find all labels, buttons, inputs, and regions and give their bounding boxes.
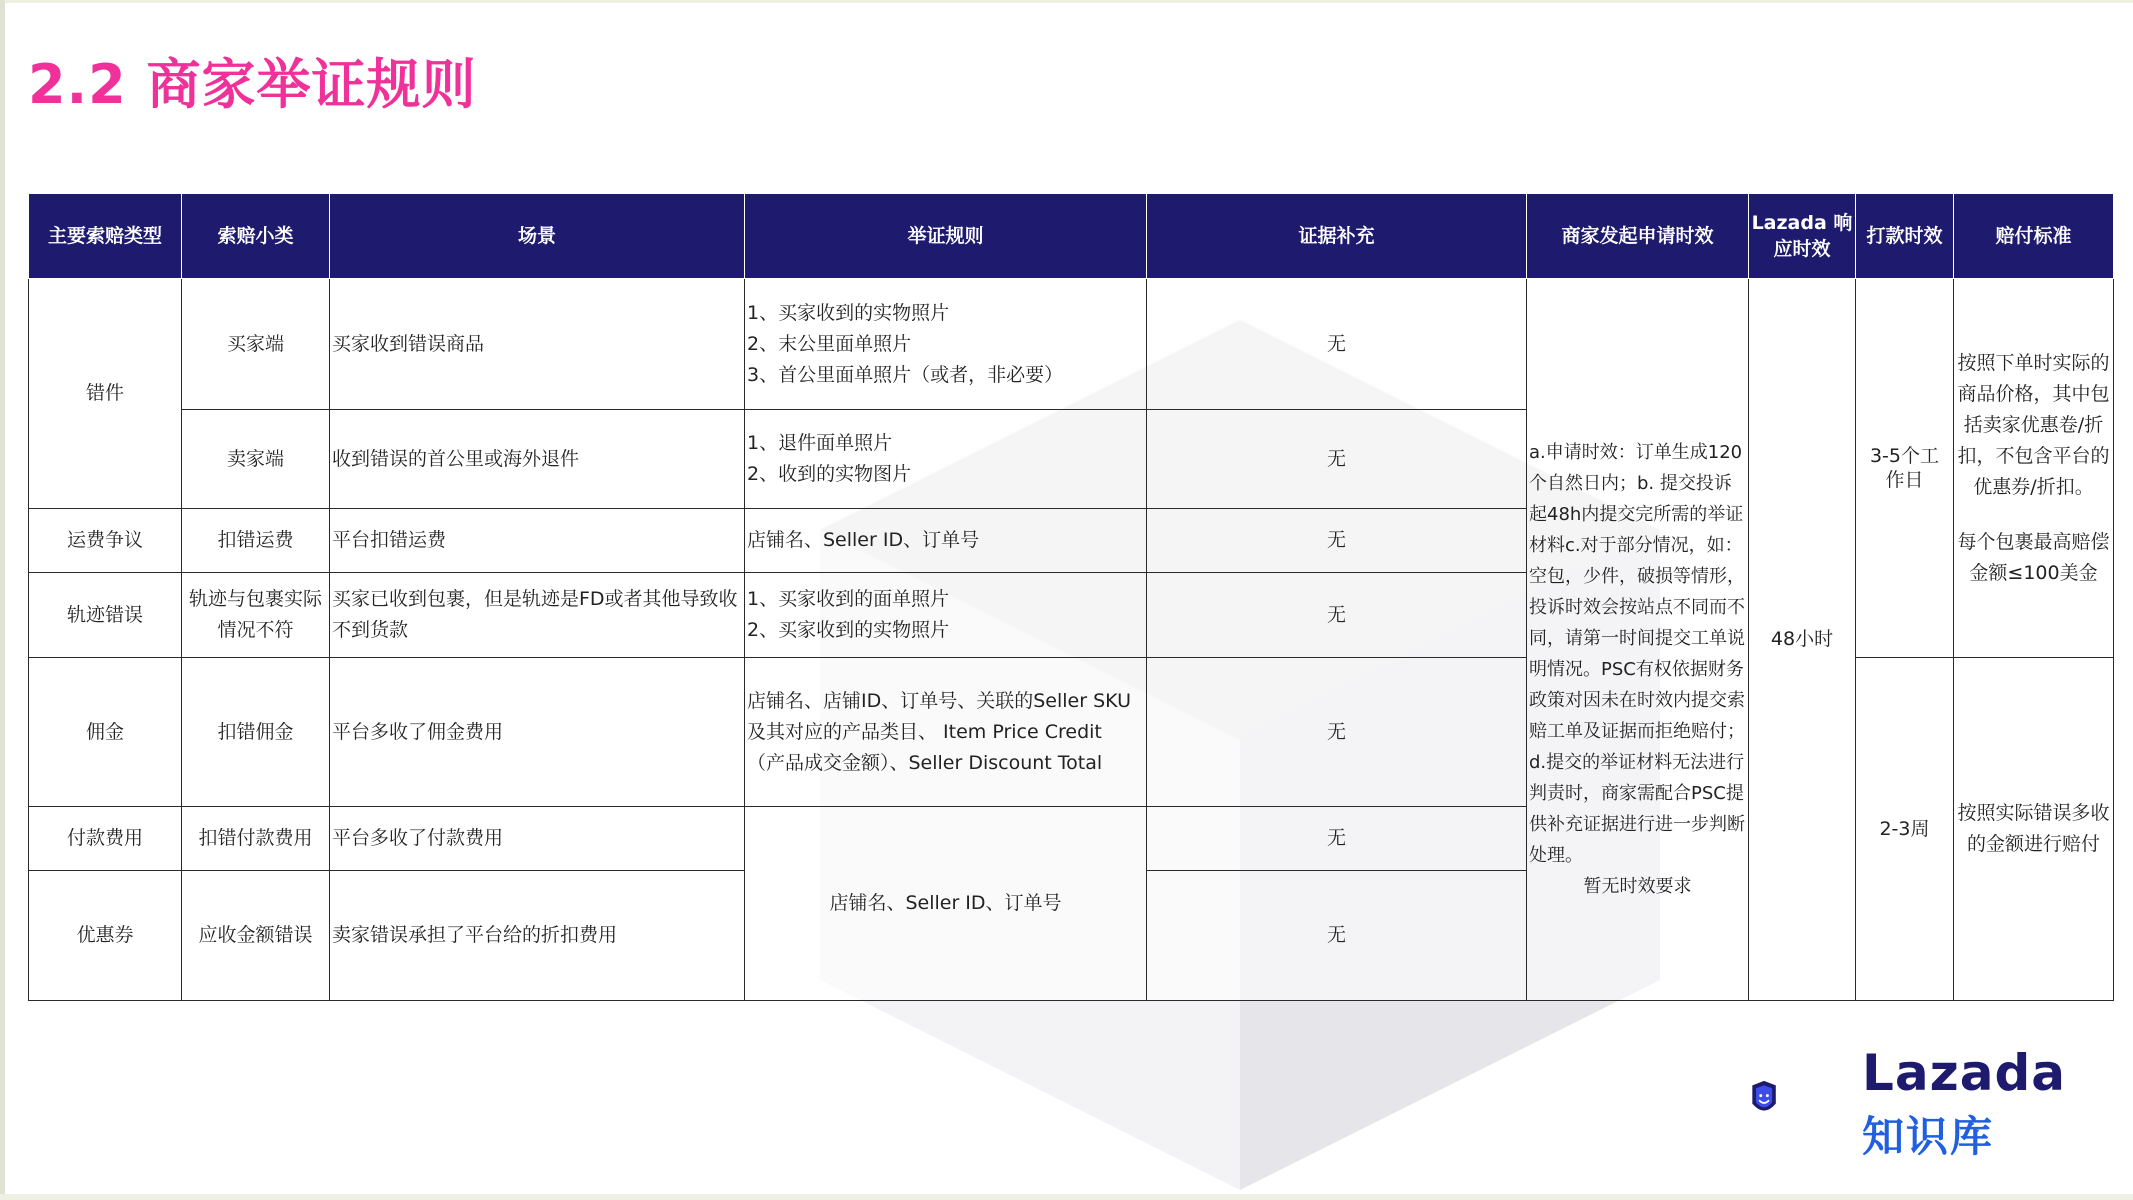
- evidence-cell: 无: [1147, 871, 1527, 1001]
- claim-sub-cell: 扣错付款费用: [182, 807, 330, 871]
- header-cell: 举证规则: [745, 194, 1147, 279]
- scene-cell: 平台多收了佣金费用: [330, 658, 745, 807]
- claim-type-cell: 轨迹错误: [29, 573, 182, 658]
- logo-subtitle: 知识库: [1862, 1112, 1995, 1161]
- response-time-cell: 48小时: [1749, 279, 1856, 1001]
- header-cell: 商家发起申请时效: [1527, 194, 1749, 279]
- top-edge: [0, 0, 2133, 3]
- rule-cell: 店铺名、店铺ID、订单号、关联的Seller SKU及其对应的产品类目、 Item Price Credit （产品成交金额）、Seller Discount Total: [745, 658, 1147, 807]
- header-cell: 赔付标准: [1954, 194, 2114, 279]
- scene-cell: 买家已收到包裹，但是轨迹是FD或者其他导致收不到货款: [330, 573, 745, 658]
- claim-type-cell: 佣金: [29, 658, 182, 807]
- lazada-heart-bag-icon: [1745, 1040, 1855, 1160]
- header-cell: 证据补充: [1147, 194, 1527, 279]
- compensation-cell: 按照实际错误多收的金额进行赔付: [1954, 658, 2114, 1001]
- rule-line: 1、退件面单照片: [747, 432, 893, 454]
- header-cell: 打款时效: [1856, 194, 1954, 279]
- rules-table: [28, 193, 2114, 1001]
- evidence-cell: 无: [1147, 509, 1527, 573]
- apply-time-cell: [1527, 279, 1749, 1001]
- evidence-cell: 无: [1147, 279, 1527, 410]
- rule-cell: [745, 573, 1147, 658]
- rule-line: 2、买家收到的实物照片: [747, 619, 950, 641]
- apply-time-text: a.申请时效：订单生成120个自然日内；b. 提交投诉起48h内提交完所需的举证材料c.对于部分情况，如：空包，少件，破损等情形，投诉时效会按站点不同而不同，请第一时间提交工单说明情况。PSC有权依据财务政策对因未在时效内提交索赔工单及证据而拒绝赔付；d.提交的举证材料无法进行判责时，商家需配合PSC提供补充证据进行进一步判断处理。: [1529, 442, 1745, 866]
- rule-line: 2、收到的实物图片: [747, 463, 912, 485]
- logo-brand: Lazada: [1862, 1044, 2066, 1102]
- evidence-cell: 无: [1147, 410, 1527, 509]
- claim-sub-cell: 扣错运费: [182, 509, 330, 573]
- table-header-row: [29, 194, 2114, 279]
- claim-sub-cell: 扣错佣金: [182, 658, 330, 807]
- compensation-cell: [1954, 279, 2114, 658]
- evidence-cell: 无: [1147, 807, 1527, 871]
- header-cell: 场景: [330, 194, 745, 279]
- payout-time-cell: 2-3周: [1856, 658, 1954, 1001]
- rule-line: 1、买家收到的实物照片: [747, 301, 950, 324]
- payout-time-cell: [1856, 279, 1954, 658]
- left-edge: [0, 0, 5, 1200]
- claim-type-cell: 运费争议: [29, 509, 182, 573]
- claim-type-cell: 错件: [29, 279, 182, 509]
- claim-sub-cell: 卖家端: [182, 410, 330, 509]
- header-cell: Lazada 响应时效: [1749, 194, 1856, 279]
- claim-sub-cell: 应收金额错误: [182, 871, 330, 1001]
- claim-sub-cell: 买家端: [182, 279, 330, 410]
- scene-cell: 卖家错误承担了平台给的折扣费用: [330, 871, 745, 1001]
- shared-rule-cell: 店铺名、Seller ID、订单号: [745, 807, 1147, 1001]
- rule-cell: 店铺名、Seller ID、订单号: [745, 509, 1147, 573]
- apply-time-note: 暂无时效要求: [1583, 876, 1692, 897]
- scene-cell: 平台扣错运费: [330, 509, 745, 573]
- scene-cell: 收到错误的首公里或海外退件: [330, 410, 745, 509]
- rule-line: 3、首公里面单照片（或者，非必要）: [747, 363, 1064, 386]
- table-row: [29, 279, 2114, 410]
- claim-sub-cell: 轨迹与包裹实际情况不符: [182, 573, 330, 658]
- evidence-cell: 无: [1147, 658, 1527, 807]
- rule-cell: [745, 279, 1147, 410]
- bottom-edge: [0, 1194, 2133, 1200]
- evidence-cell: 无: [1147, 573, 1527, 658]
- compensation-text: 按照下单时实际的商品价格，其中包括卖家优惠卷/折扣，不包含平台的优惠券/折扣。: [1957, 351, 2110, 498]
- claim-type-cell: 付款费用: [29, 807, 182, 871]
- compensation-cap-text: 每个包裹最高赔偿金额≤100美金: [1957, 530, 2110, 584]
- page-title: 2.2 商家举证规则: [28, 53, 477, 116]
- rule-line: 1、买家收到的面单照片: [747, 588, 950, 610]
- header-cell: 索赔小类: [182, 194, 330, 279]
- payout-time-text: 3-5个工作日: [1869, 445, 1940, 491]
- scene-cell: 买家收到错误商品: [330, 279, 745, 410]
- rule-line: 2、末公里面单照片: [747, 332, 912, 355]
- rule-cell: [745, 410, 1147, 509]
- scene-cell: 平台多收了付款费用: [330, 807, 745, 871]
- claim-type-cell: 优惠券: [29, 871, 182, 1001]
- header-cell: 主要索赔类型: [29, 194, 182, 279]
